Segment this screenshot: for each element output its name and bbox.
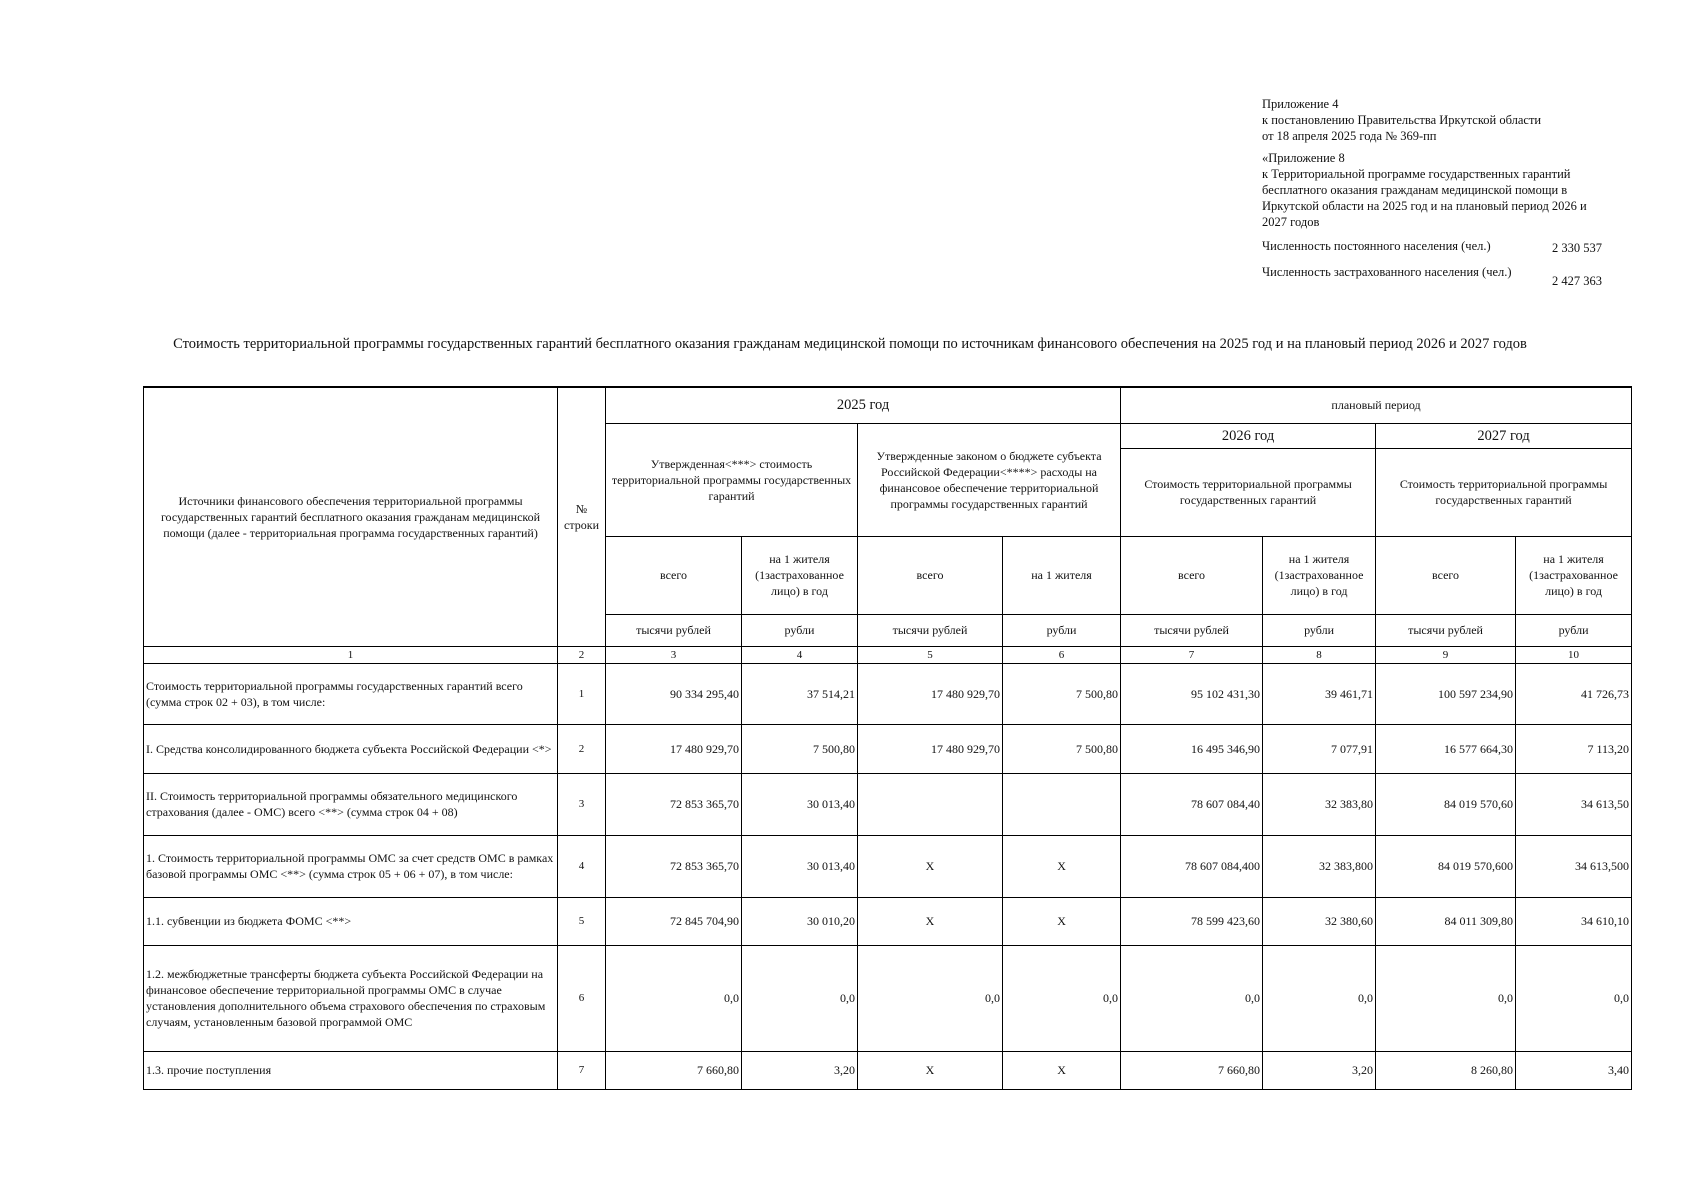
value-cell: X — [858, 835, 1003, 897]
column-number: 2 — [558, 646, 606, 663]
value-cell: 0,0 — [606, 945, 742, 1051]
cost-2027-header: Стоимость территориальной программы государственных гарантий — [1376, 448, 1632, 536]
value-cell: 34 613,500 — [1516, 835, 1632, 897]
value-cell: 72 853 365,70 — [606, 773, 742, 835]
value-cell: 17 480 929,70 — [606, 724, 742, 773]
column-number: 10 — [1516, 646, 1632, 663]
row-label: II. Стоимость территориальной программы обязательного медицинского страхования (далее - ОМС) всего <**> (сумма строк 04 + 08) — [144, 773, 558, 835]
row-label: 1. Стоимость территориальной программы ОМС за счет средств ОМС в рамках базовой программы ОМС <**> (сумма строк 05 + 06 + 07), в том числе: — [144, 835, 558, 897]
column-number: 7 — [1121, 646, 1263, 663]
table-row — [144, 897, 1632, 945]
col-per-resident-budget: на 1 жителя — [1003, 536, 1121, 614]
row-number: 4 — [558, 835, 606, 897]
row-label: 1.2. межбюджетные трансферты бюджета субъекта Российской Федерации на финансовое обеспечение территориальной программы ОМС в случае установления дополнительного объема страхового обеспечения по страховым случаям, установленным базовой программой ОМС — [144, 945, 558, 1051]
value-cell: 41 726,73 — [1516, 663, 1632, 724]
row-number: 1 — [558, 663, 606, 724]
appendix-label: Приложение 4 — [1262, 97, 1339, 111]
value-cell: X — [1003, 835, 1121, 897]
col-per-insured-2025: на 1 жителя (1застрахованное лицо) в год — [742, 536, 858, 614]
col-per-insured-2026: на 1 жителя (1застрахованное лицо) в год — [1263, 536, 1376, 614]
row-label: 1.3. прочие поступления — [144, 1051, 558, 1089]
value-cell: 17 480 929,70 — [858, 724, 1003, 773]
cost-2026-header: Стоимость территориальной программы государственных гарантий — [1121, 448, 1376, 536]
value-cell: 17 480 929,70 — [858, 663, 1003, 724]
value-cell: 3,20 — [1263, 1051, 1376, 1089]
table-row — [144, 1051, 1632, 1089]
value-cell: 95 102 431,30 — [1121, 663, 1263, 724]
column-number: 4 — [742, 646, 858, 663]
value-cell: 78 607 084,40 — [1121, 773, 1263, 835]
column-number: 1 — [144, 646, 558, 663]
row-label: 1.1. субвенции из бюджета ФОМС <**> — [144, 897, 558, 945]
value-cell: 16 495 346,90 — [1121, 724, 1263, 773]
value-cell: X — [1003, 897, 1121, 945]
appendix-header — [1262, 96, 1622, 289]
value-cell: 30 013,40 — [742, 835, 858, 897]
program-line-2: бесплатного оказания гражданам медицинской помощи в — [1262, 183, 1568, 197]
value-cell: 3,20 — [742, 1051, 858, 1089]
unit-rubles: рубли — [1263, 614, 1376, 646]
value-cell — [1003, 773, 1121, 835]
column-number: 9 — [1376, 646, 1516, 663]
value-cell — [858, 773, 1003, 835]
value-cell: 84 019 570,600 — [1376, 835, 1516, 897]
budget-law-header: Утвержденные законом о бюджете субъекта Российской Федерации<****> расходы на финансовое обеспечение территориальной программы государственных гарантий — [858, 423, 1121, 536]
population-label: Численность постоянного населения (чел.) — [1262, 239, 1491, 253]
unit-thousand: тысячи рублей — [1376, 614, 1516, 646]
table-row — [144, 945, 1632, 1051]
value-cell: 0,0 — [1263, 945, 1376, 1051]
value-cell: 7 500,80 — [1003, 724, 1121, 773]
col-total-2027: всего — [1376, 536, 1516, 614]
value-cell: 90 334 295,40 — [606, 663, 742, 724]
row-number-header: № строки — [558, 387, 606, 646]
row-number: 3 — [558, 773, 606, 835]
value-cell: 16 577 664,30 — [1376, 724, 1516, 773]
population-row — [1262, 238, 1622, 256]
value-cell: 7 500,80 — [742, 724, 858, 773]
col-per-insured-2027: на 1 жителя (1застрахованное лицо) в год — [1516, 536, 1632, 614]
value-cell: 30 013,40 — [742, 773, 858, 835]
value-cell: 0,0 — [1516, 945, 1632, 1051]
row-number: 7 — [558, 1051, 606, 1089]
table-row — [144, 773, 1632, 835]
value-cell: 78 599 423,60 — [1121, 897, 1263, 945]
col-total-budget: всего — [858, 536, 1003, 614]
program-line-4: 2027 годов — [1262, 215, 1320, 229]
decree-line-1: к постановлению Правительства Иркутской области — [1262, 113, 1542, 127]
value-cell: 3,40 — [1516, 1051, 1632, 1089]
value-cell: 7 113,20 — [1516, 724, 1632, 773]
column-number: 3 — [606, 646, 742, 663]
value-cell: 34 610,10 — [1516, 897, 1632, 945]
value-cell: 32 383,800 — [1263, 835, 1376, 897]
table-row — [144, 835, 1632, 897]
table-row — [144, 663, 1632, 724]
value-cell: 7 660,80 — [606, 1051, 742, 1089]
table-row — [144, 724, 1632, 773]
value-cell: 84 011 309,80 — [1376, 897, 1516, 945]
planned-period-header: плановый период — [1121, 387, 1632, 423]
value-cell: 32 383,80 — [1263, 773, 1376, 835]
year-2026-header: 2026 год — [1121, 423, 1376, 448]
document-title: Стоимость территориальной программы государственных гарантий бесплатного оказания гражданам медицинской помощи по источникам финансового обеспечения на 2025 год и на плановый период 2026 и 2027 годов — [173, 336, 1527, 352]
value-cell: 0,0 — [742, 945, 858, 1051]
value-cell: 7 660,80 — [1121, 1051, 1263, 1089]
value-cell: 39 461,71 — [1263, 663, 1376, 724]
program-line-1: к Территориальной программе государственных гарантий — [1262, 167, 1571, 181]
col-total-2026: всего — [1121, 536, 1263, 614]
value-cell: 7 077,91 — [1263, 724, 1376, 773]
approved-cost-header: Утвержденная<***> стоимость территориальной программы государственных гарантий — [606, 423, 858, 536]
unit-rubles: рубли — [1516, 614, 1632, 646]
decree-line-2: от 18 апреля 2025 года № 369-пп — [1262, 129, 1437, 143]
row-label: I. Средства консолидированного бюджета субъекта Российской Федерации <*> — [144, 724, 558, 773]
value-cell: 30 010,20 — [742, 897, 858, 945]
insured-value: 2 427 363 — [1552, 274, 1602, 288]
unit-rubles: рубли — [742, 614, 858, 646]
value-cell: X — [1003, 1051, 1121, 1089]
insured-label: Численность застрахованного населения (чел.) — [1262, 265, 1512, 279]
value-cell: 7 500,80 — [1003, 663, 1121, 724]
value-cell: 84 019 570,60 — [1376, 773, 1516, 835]
sources-header: Источники финансового обеспечения территориальной программы государственных гарантий бесплатного оказания гражданам медицинской помощи (далее - территориальная программа государственных гарантий) — [144, 387, 558, 646]
value-cell: 78 607 084,400 — [1121, 835, 1263, 897]
insured-row — [1262, 264, 1622, 289]
program-line-3: Иркутской области на 2025 год и на плановый период 2026 и — [1262, 199, 1587, 213]
population-value: 2 330 537 — [1552, 241, 1602, 255]
row-label: Стоимость территориальной программы государственных гарантий всего (сумма строк 02 + 03), в том числе: — [144, 663, 558, 724]
value-cell: 72 845 704,90 — [606, 897, 742, 945]
col-total-2025: всего — [606, 536, 742, 614]
value-cell: 32 380,60 — [1263, 897, 1376, 945]
year-2025-header: 2025 год — [606, 387, 1121, 423]
column-number: 6 — [1003, 646, 1121, 663]
financing-table — [143, 386, 1632, 1090]
column-number: 5 — [858, 646, 1003, 663]
row-number: 2 — [558, 724, 606, 773]
row-number: 5 — [558, 897, 606, 945]
row-number: 6 — [558, 945, 606, 1051]
value-cell: 0,0 — [858, 945, 1003, 1051]
year-2027-header: 2027 год — [1376, 423, 1632, 448]
value-cell: 8 260,80 — [1376, 1051, 1516, 1089]
unit-thousand: тысячи рублей — [1121, 614, 1263, 646]
unit-thousand: тысячи рублей — [606, 614, 742, 646]
value-cell: 34 613,50 — [1516, 773, 1632, 835]
unit-thousand: тысячи рублей — [858, 614, 1003, 646]
value-cell: 0,0 — [1376, 945, 1516, 1051]
value-cell: 0,0 — [1121, 945, 1263, 1051]
column-number: 8 — [1263, 646, 1376, 663]
value-cell: 72 853 365,70 — [606, 835, 742, 897]
value-cell: X — [858, 897, 1003, 945]
previous-appendix-label: «Приложение 8 — [1262, 151, 1345, 165]
value-cell: 0,0 — [1003, 945, 1121, 1051]
value-cell: 100 597 234,90 — [1376, 663, 1516, 724]
value-cell: X — [858, 1051, 1003, 1089]
unit-rubles: рубли — [1003, 614, 1121, 646]
value-cell: 37 514,21 — [742, 663, 858, 724]
